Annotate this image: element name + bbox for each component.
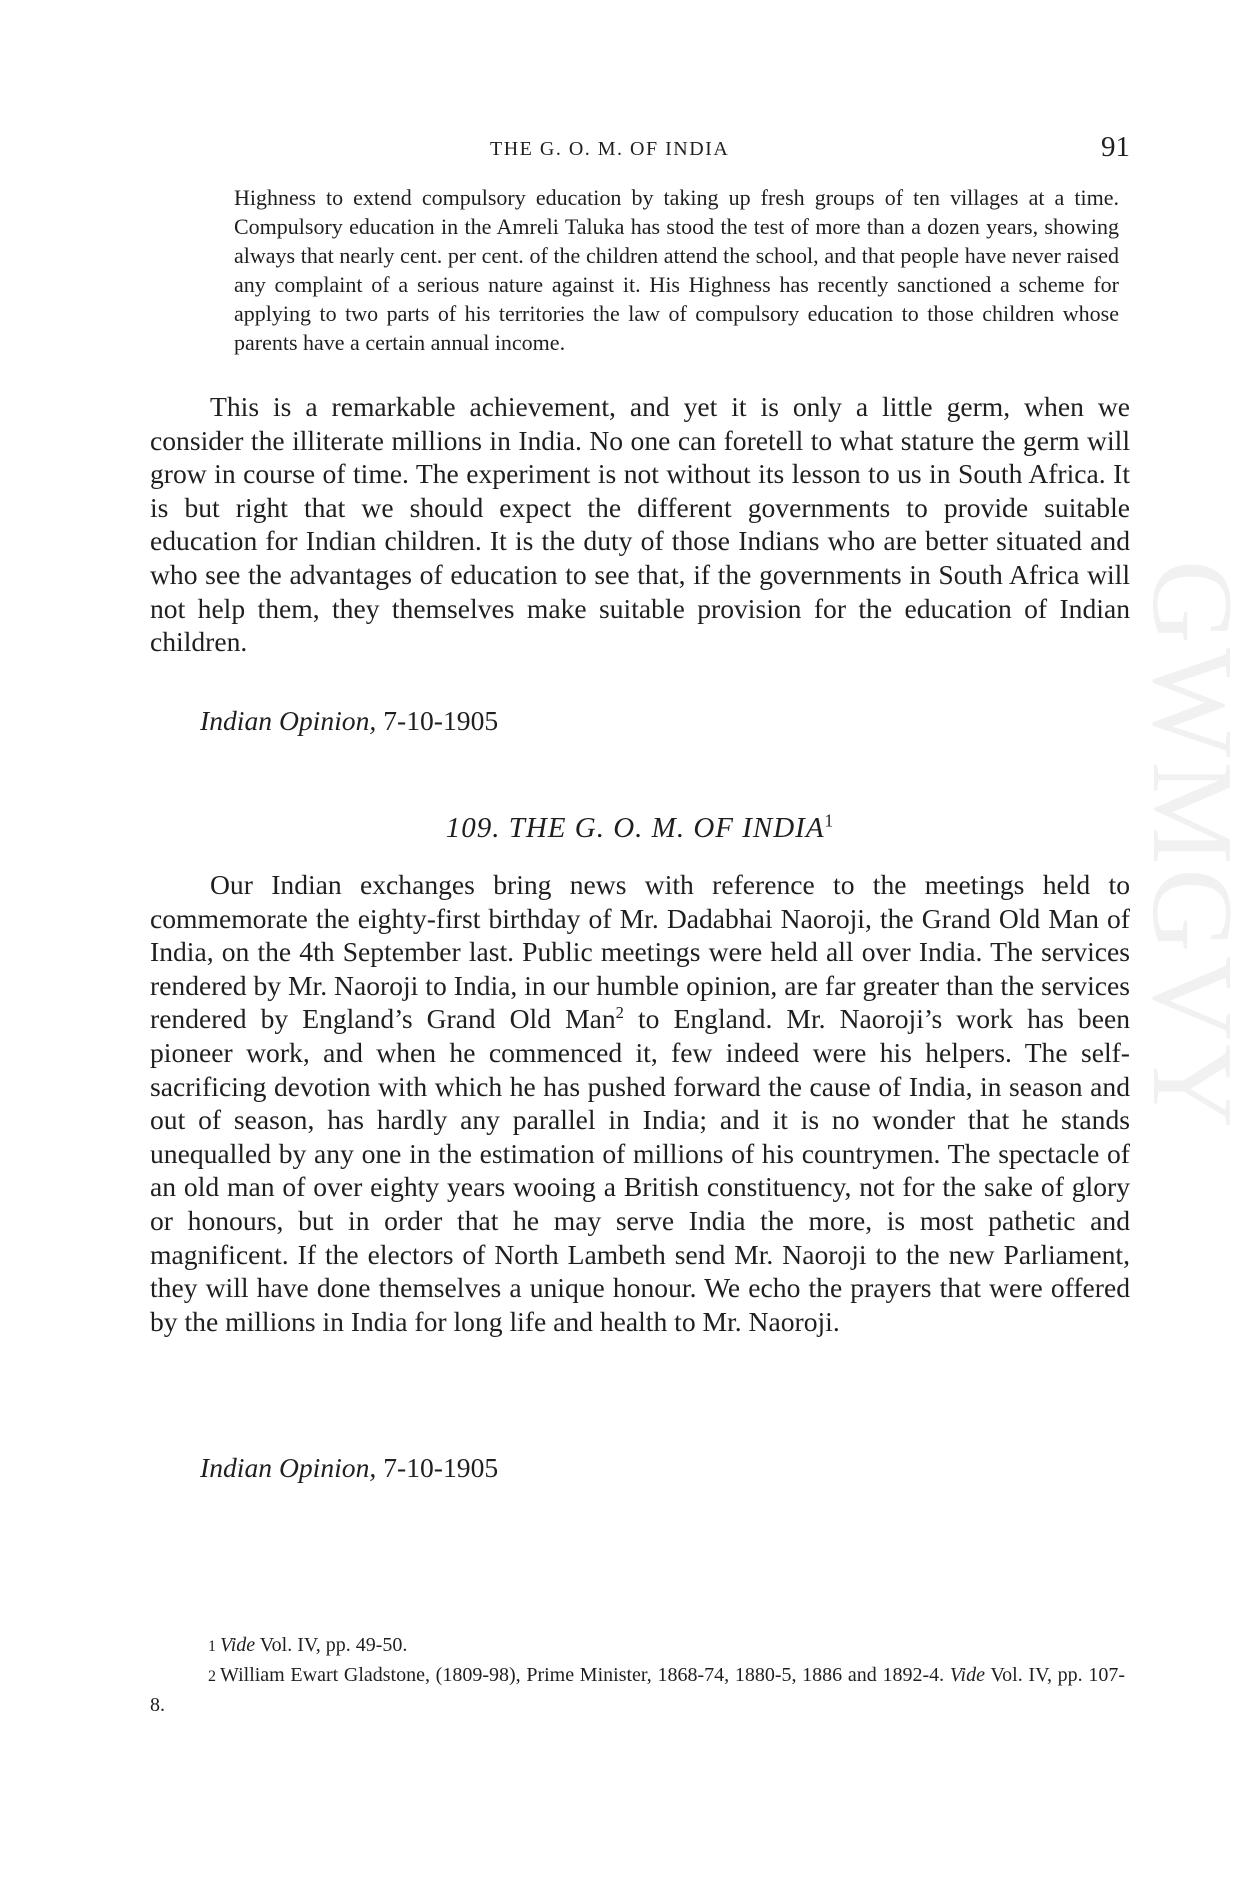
footnote-marker: 2 — [208, 1668, 216, 1685]
source-citation-2 — [200, 1452, 498, 1484]
article-body — [150, 868, 1130, 1338]
watermark: GWMGVY — [1128, 560, 1256, 1132]
footnote-text: Vol. IV, pp. 49-50. — [255, 1634, 408, 1656]
closing-paragraph — [150, 390, 1130, 659]
source-citation-1 — [200, 705, 498, 737]
footnote-1 — [150, 1631, 1125, 1661]
continued-extract: Highness to extend compulsory education by taking up fresh groups of ten villages at a time. Compulsory education in the Amreli Taluka has stood the test of more than a dozen years, showing always that nearly cent. per cent. of the children attend the school, and that people have never raised any complaint of a serious nature against it. His Highness has recently sanctioned a scheme for applying to two parts of his territories the law of compulsory education to those children whose parents have a certain annual income. — [234, 185, 1119, 355]
footnote-ref-1: 1 — [824, 810, 835, 831]
article-title-text: 109. THE G. O. M. OF INDIA — [445, 812, 825, 844]
article-body-part-2: to England. Mr. Naoroji’s work has been pioneer work, and when he commenced it, few indeed were his helpers. The self-sacrificing devotion with which he has pushed forward the cause of India, in season and out of season, has hardly any parallel in India; and it is no wonder that he stands unequalled by any one in the estimation of millions of his countrymen. The spectacle of an old man of over eighty years wooing a British constituency, not for the sake of glory or honours, but in order that he may serve India the more, is most pathetic and magnificent. If the electors of North Lambeth send Mr. Naoroji to the new Parliament, they will have done themselves a unique honour. We echo the prayers that were offered by the millions in India for long life and health to Mr. Naoroji. — [150, 1003, 1130, 1337]
footnotes — [150, 1631, 1125, 1720]
page-number: 91 — [1101, 131, 1130, 163]
article-paragraph — [150, 868, 1130, 1338]
page-header — [150, 131, 1130, 171]
footnote-marker: 1 — [208, 1638, 216, 1655]
footnote-2 — [150, 1661, 1125, 1720]
source-date: 7-10-1905 — [383, 1452, 499, 1483]
vide-text: Vide — [220, 1634, 256, 1656]
footnote-text-end: Vol. IV, pp. 107-8. — [150, 1664, 1126, 1716]
source-publication: Indian Opinion, — [200, 705, 377, 736]
source-date: 7-10-1905 — [383, 705, 499, 736]
article-title — [150, 812, 1130, 845]
running-head: THE G. O. M. OF INDIA — [490, 138, 730, 160]
article-body-part-1: Our Indian exchanges bring news with reference to the meetings held to commemorate the eighty-first birthday of Mr. Dadabhai Naoroji, the Grand Old Man of India, on the 4th September last. Public meetings were held all over India. The services rendered by Mr. Naoroji to India, in our humble opinion, are far greater than the services rendered by England’s Grand Old Man — [150, 869, 1130, 1035]
footnote-text: William Ewart Gladstone, (1809-98), Prime Minister, 1868-74, 1880-5, 1886 and 1892-4. — [220, 1664, 950, 1686]
vide-text: Vide — [949, 1664, 985, 1686]
footnote-ref-2: 2 — [615, 1003, 624, 1023]
source-publication: Indian Opinion, — [200, 1452, 377, 1483]
closing-paragraph-text: This is a remarkable achievement, and yet it is only a little germ, when we consider the illiterate millions in India. No one can foretell to what stature the germ will grow in course of time. The experiment is not without its lesson to us in South Africa. It is but right that we should expect the different governments to provide suitable education for Indian children. It is the duty of those Indians who are better situated and who see the advantages of education to see that, if the governments in South Africa will not help them, they themselves make suitable provision for the education of Indian children. — [150, 391, 1130, 658]
